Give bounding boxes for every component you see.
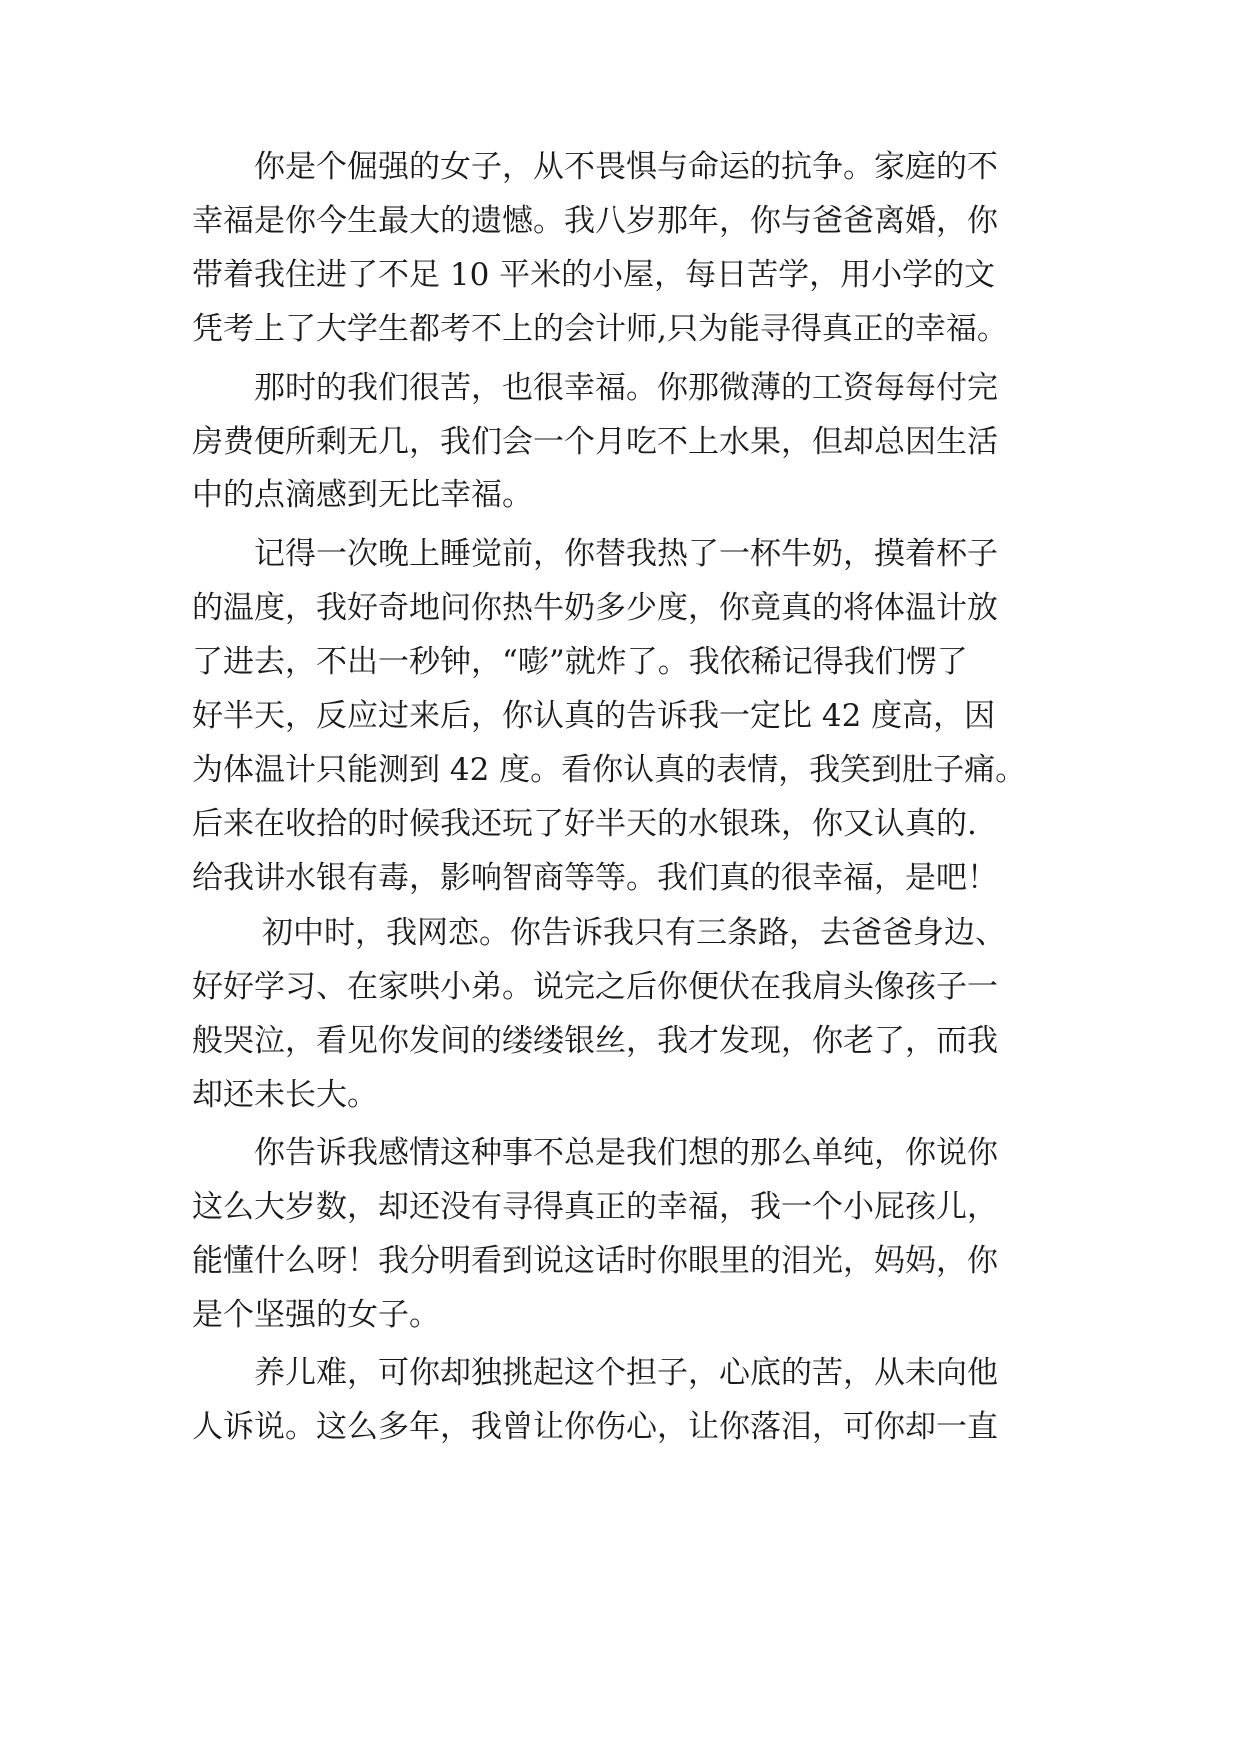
text-line: 的温度，我好奇地问你热牛奶多少度，你竟真的将体温计放 bbox=[192, 590, 998, 626]
text-line: 人诉说。这么多年，我曾让你伤心，让你落泪，可你却一直 bbox=[192, 1409, 998, 1445]
text-line: 为体温计只能测到 42 度。看你认真的表情，我笑到肚子痛。 bbox=[192, 752, 1027, 788]
text-line: 那时的我们很苦，也很幸福。你那微薄的工资每每付完 bbox=[254, 370, 998, 406]
text-line: 带着我住进了不足 10 平米的小屋，每日苦学，用小学的文 bbox=[192, 257, 996, 293]
text-line: 凭考上了大学生都考不上的会计师,只为能寻得真正的幸福。 bbox=[192, 311, 1008, 347]
text-line: 这么大岁数，却还没有寻得真正的幸福，我一个小屁孩儿， bbox=[192, 1189, 998, 1225]
text-line: 中的点滴感到无比幸福。 bbox=[192, 477, 533, 513]
text-line: 幸福是你今生最大的遗憾。我八岁那年，你与爸爸离婚，你 bbox=[192, 203, 998, 239]
text-line: 般哭泣，看见你发间的缕缕银丝，我才发现，你老了，而我 bbox=[192, 1023, 998, 1059]
text-line: 给我讲水银有毒，影响智商等等。我们真的很幸福，是吧！ bbox=[192, 860, 998, 896]
text-line: 好好学习、在家哄小弟。说完之后你便伏在我肩头像孩子一 bbox=[192, 969, 998, 1005]
text-line: 初中时，我网恋。你告诉我只有三条路，去爸爸身边、 bbox=[262, 915, 1006, 951]
text-line: 养儿难，可你却独挑起这个担子，心底的苦，从未向他 bbox=[254, 1355, 998, 1391]
text-line: 房费便所剩无几，我们会一个月吃不上水果，但却总因生活 bbox=[192, 424, 998, 460]
text-line: 却还未长大。 bbox=[192, 1077, 378, 1113]
text-line: 你告诉我感情这种事不总是我们想的那么单纯，你说你 bbox=[254, 1135, 998, 1171]
text-line: 能懂什么呀！我分明看到说这话时你眼里的泪光，妈妈，你 bbox=[192, 1243, 998, 1279]
text-line: 好半天，反应过来后，你认真的告诉我一定比 42 度高，因 bbox=[192, 698, 996, 734]
text-line: 是个坚强的女子。 bbox=[192, 1297, 440, 1333]
text-line: 记得一次晚上睡觉前，你替我热了一杯牛奶，摸着杯子 bbox=[254, 536, 998, 572]
text-line: 后来在收拾的时候我还玩了好半天的水银珠，你又认真的. bbox=[192, 806, 977, 842]
text-line: 你是个倔强的女子，从不畏惧与命运的抗争。家庭的不 bbox=[254, 149, 998, 185]
text-line: 了进去，不出一秒钟，“嘭”就炸了。我依稀记得我们愣了 bbox=[192, 644, 968, 680]
